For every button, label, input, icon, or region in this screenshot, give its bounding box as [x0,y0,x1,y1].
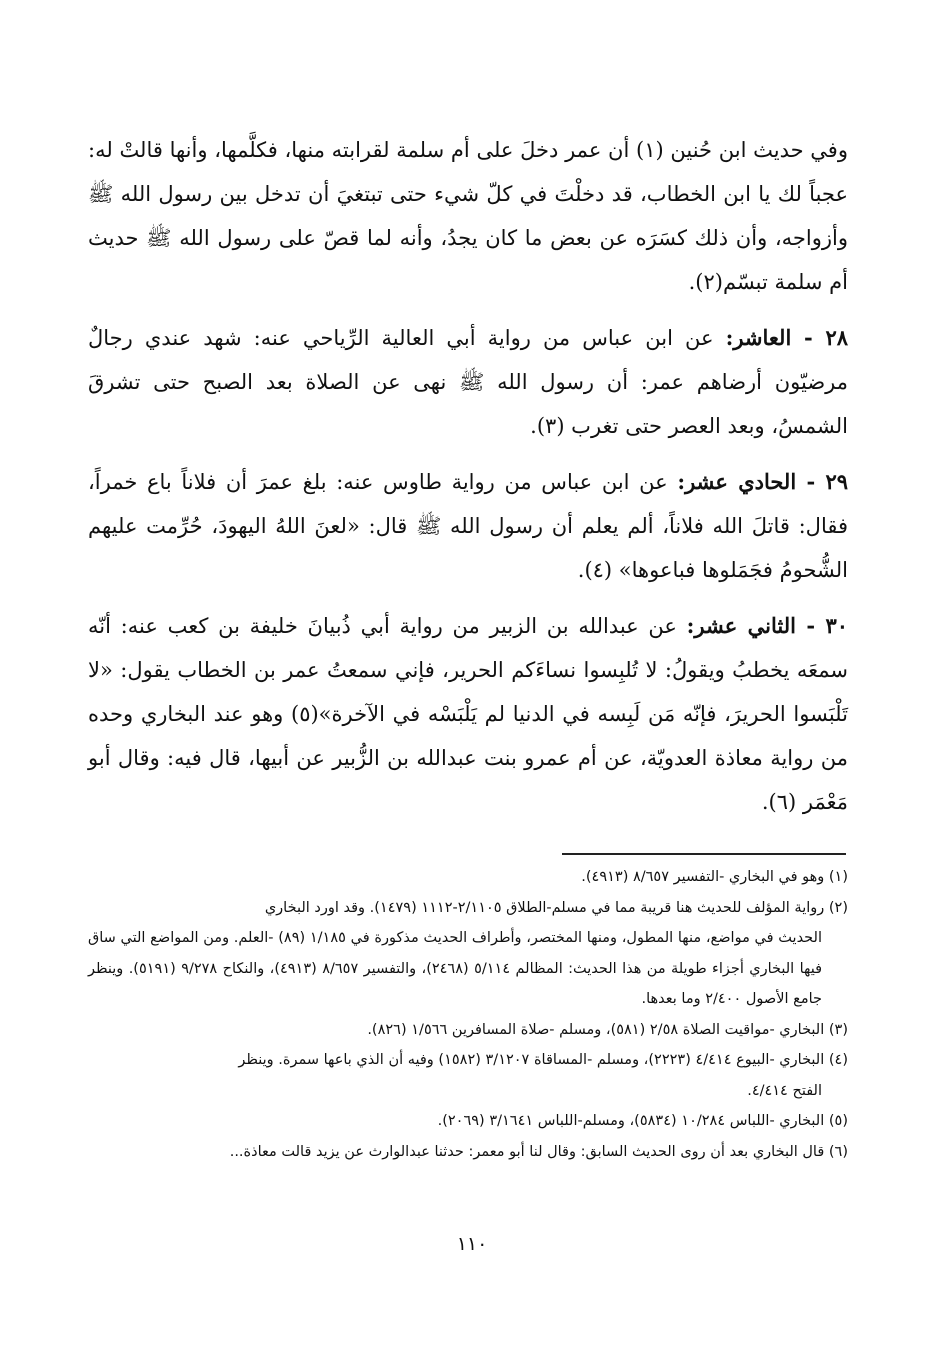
paragraph-text: وفي حديث ابن حُنين (١) أن عمر دخلَ على أم سلمة لقرابته منها، فكلَّمها، وأنها قالتْ له: عجباً لك يا ابن الخطاب، قد دخلْتَ في كلّ شيء حتى تبتغيَ أن تدخل بين رسول الله ﷺ وأزواجه، وأن ذلك كسَرَه عن بعض ما كان يجدُ، وأنه لما قصّ على رسول الله ﷺ حديث أم سلمة تبسّم(٢). [88,138,848,294]
footnote-text: (٣) البخاري -مواقيت الصلاة ٢/٥٨ (٥٨١)، ومسلم -صلاة المسافرين ١/٥٦٦ (٨٢٦). [367,1021,848,1038]
paragraph-text: عن ابن عباس من رواية طاوس عنه: بلغ عمرَ أن فلاناً باع خمراً، فقال: قاتلَ الله فلاناً، ألم يعلم أن رسول الله ﷺ قال: «لعنَ اللهُ اليهودَ، حُرِّمت عليهم الشُّحومُ فجَمَلوها فباعوها» (٤). [88,470,848,582]
footnote-continuation: الحديث في مواضع، منها المطول، ومنها المختصر، وأطراف الحديث مذكورة في ١/١٨٥ (٨٩) -العلم. ومن المواضع التي ساق فيها البخاري أجزاء طويلة من هذا الحديث: المظالم ٥/١١٤ (٢٤٦٨)، والتفسير ٨/٦٥٧ (٤٩١٣)، والنكاح ٩/٢٧٨ (٥١٩١). وينظر جامع الأصول ٢/٤٠٠ وما بعدها. [88,930,822,1007]
footnotes [88,862,848,1167]
footnote-text: (٦) قال البخاري بعد أن روى الحديث السابق: وقال لنا أبو معمر: حدثنا عبدالوارث عن يزيد قالت معاذة... [229,1143,848,1160]
paragraph-number: ٢٨ - [791,325,849,350]
paragraph-heading: العاشر: [725,325,792,350]
paragraph-number: ٣٠ - [795,613,848,638]
paragraph-number: ٢٩ - [796,469,848,494]
footnote-4 [88,1045,848,1106]
paragraph-29 [88,460,848,592]
footnote-6 [88,1137,848,1168]
paragraph-heading: الحادي عشر: [677,469,797,494]
paragraph-30 [88,604,848,824]
paragraph-text: عن عبدالله بن الزبير من رواية أبي ذُبيانَ خليفة بن كعب عنه: أنّه سمعَه يخطبُ ويقولُ: لا تُلبِسوا نساءَكم الحرير، فإني سمعتُ عمر بن الخطاب يقول: «لا تَلْبَسوا الحريرَ، فإنّه مَن لَبِسه في الدنيا لم يَلْبَسْه في الآخرة»(٥) وهو عند البخاري وحده من رواية معاذة العدويّة، عن أم عمرو بنت عبدالله بن الزُّبير عن أبيها، قال فيه: وقال أبو مَعْمَر (٦). [88,614,848,814]
footnote-text: (٤) البخاري -البيوع ٤/٤١٤ (٢٢٢٣)، ومسلم -المساقاة ٣/١٢٠٧ (١٥٨٢) وفيه أن الذي باعها سمرة. وينظر [238,1052,848,1068]
footnote-text: (٥) البخاري -اللباس ١٠/٢٨٤ (٥٨٣٤)، ومسلم-اللباس ٣/١٦٤١ (٢٠٦٩). [437,1113,848,1129]
footnote-text: (١) وهو في البخاري -التفسير ٨/٦٥٧ (٤٩١٣). [581,869,848,885]
footnote-3 [88,1015,848,1046]
paragraph-intro [88,128,848,304]
footnote-continuation: الفتح ٤/٤١٤. [747,1082,822,1099]
footnote-text: (٢) رواية المؤلف للحديث هنا قريبة مما في مسلم-الطلاق ٢/١١٠٥-١١١٢ (١٤٧٩). وقد اورد البخاري [264,899,848,916]
paragraph-heading: الثاني عشر: [686,613,796,638]
page-number: ١١٠ [456,1233,488,1255]
footnote-5 [88,1106,848,1137]
paragraph-28 [88,316,848,448]
footnote-1 [88,862,848,893]
main-text [88,128,848,836]
paragraph-text: عن ابن عباس من رواية أبي العالية الرِّياحي عنه: شهد عندي رجالٌ مرضيّون أرضاهم عمر: أن رسول الله ﷺ نهى عن الصلاة بعد الصبح حتى تشرقَ الشمسُ، وبعد العصر حتى تغرب (٣). [88,326,848,438]
footnote-2 [88,893,848,1015]
footnote-separator [562,853,846,855]
